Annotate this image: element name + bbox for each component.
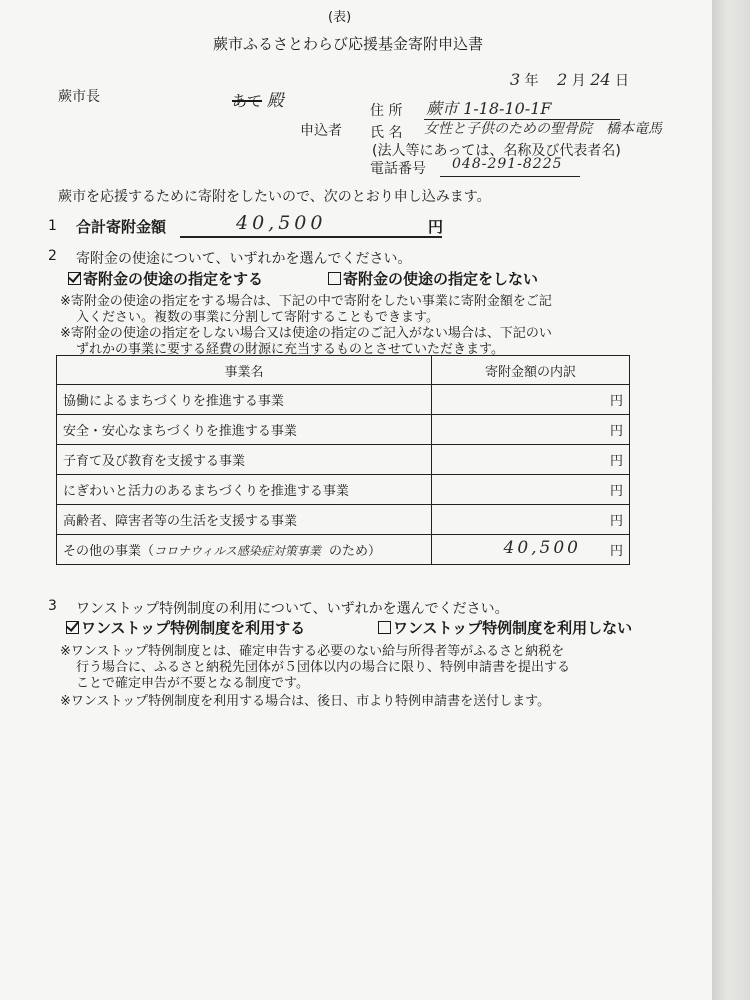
yen-mark: 円 — [609, 454, 623, 469]
onestop-use-label: ワンストップ特例制度を利用する — [81, 619, 306, 637]
option-designate[interactable] — [68, 268, 263, 289]
table-row — [57, 385, 630, 415]
project-amount-cell[interactable] — [432, 445, 630, 475]
section3-question: ワンストップ特例制度の利用について、いずれかを選んでください。 — [76, 601, 509, 617]
project-name: 協働によるまちづくりを推進する事業 — [57, 385, 432, 415]
address-label: 住 所 — [370, 103, 403, 119]
total-amount-underline — [180, 236, 442, 238]
addressee-honorific: 殿 — [266, 91, 284, 111]
applicant-label: 申込者 — [300, 123, 342, 139]
other-project-name[interactable] — [57, 535, 432, 565]
section1-number: 1 — [48, 218, 57, 234]
date-line — [510, 70, 629, 90]
section2-note2-line2: ずれかの事業に要する経費の財源に充当するものとさせていただきます。 — [76, 342, 504, 357]
date-day: 24 — [590, 70, 611, 89]
intro-text: 蕨市を応援するために寄附をしたいので、次のとおり申し込みます。 — [58, 189, 491, 205]
project-name: 子育て及び教育を支援する事業 — [57, 445, 432, 475]
table-row — [57, 505, 630, 535]
side-label: (表) — [328, 10, 352, 25]
other-prefix: その他の事業（ — [63, 544, 155, 559]
addressee-honorific-group — [232, 86, 284, 111]
addressee-struck: あて — [232, 92, 263, 110]
section1-label: 合計寄附金額 — [76, 218, 167, 236]
paper-edge — [712, 0, 750, 1000]
other-suffix: のため） — [328, 544, 381, 559]
date-month: 2 — [557, 70, 568, 89]
col-project-header: 事業名 — [57, 356, 432, 385]
project-amount-cell[interactable] — [432, 505, 630, 535]
date-year: 3 — [510, 70, 521, 89]
section2-number: 2 — [48, 248, 57, 264]
other-handwritten: コロナウィルス感染症対策事業 — [154, 544, 321, 558]
no-designate-label: 寄附金の使途の指定をしない — [343, 270, 539, 288]
total-amount-unit: 円 — [428, 218, 444, 236]
other-amount-cell[interactable] — [432, 535, 630, 565]
project-name: にぎわいと活力のあるまちづくりを推進する事業 — [57, 475, 432, 505]
yen-mark: 円 — [609, 394, 623, 409]
section2-note1-line2: 入ください。複数の事業に分割して寄附することもできます。 — [76, 310, 439, 325]
table-row — [57, 475, 630, 505]
total-amount: 40,500 — [236, 212, 327, 234]
name-label: 氏 名 — [370, 125, 403, 141]
addressee-label: 蕨市長 — [58, 89, 100, 105]
project-name: 安全・安心なまちづくりを推進する事業 — [57, 415, 432, 445]
address-value: 蕨市 1-18-10-1F — [426, 99, 552, 118]
date-year-unit: 年 — [524, 73, 539, 89]
project-name: 高齢者、障害者等の生活を支援する事業 — [57, 505, 432, 535]
form-title: 蕨市ふるさとわらび応援基金寄附申込書 — [213, 35, 484, 53]
no-designate-checkbox[interactable] — [328, 272, 341, 285]
designate-checkbox[interactable] — [68, 272, 81, 285]
section2-note1-line1: ※寄附金の使途の指定をする場合は、下記の中で寄附をしたい事業に寄附金額をご記 — [60, 294, 552, 309]
project-table — [56, 355, 630, 565]
yen-mark: 円 — [609, 484, 623, 499]
option-no-designate[interactable] — [328, 268, 538, 289]
corp-note: (法人等にあっては、名称及び代表者名) — [372, 143, 621, 159]
table-header-row — [57, 356, 630, 385]
yen-mark: 円 — [609, 544, 623, 559]
table-row — [57, 445, 630, 475]
project-amount-cell[interactable] — [432, 475, 630, 505]
date-month-unit: 月 — [571, 73, 586, 89]
section2-note2-line1: ※寄附金の使途の指定をしない場合又は使途の指定のご記入がない場合は、下記のい — [60, 326, 552, 341]
onestop-no-label: ワンストップ特例制度を利用しない — [393, 619, 633, 637]
other-amount: 40,500 — [503, 538, 581, 558]
phone-underline — [440, 176, 580, 177]
section2-question: 寄附金の使途について、いずれかを選んでください。 — [76, 251, 412, 267]
section3-note1-line1: ※ワンストップ特例制度とは、確定申告する必要のない給与所得者等がふるさと納税を — [60, 644, 565, 659]
phone-value: 048-291-8225 — [452, 156, 563, 172]
name-value: 女性と子供のための聖骨院 橋本竜馬 — [424, 121, 662, 137]
project-amount-cell[interactable] — [432, 385, 630, 415]
section3-number: 3 — [48, 598, 57, 614]
section3-note1-line2: 行う場合に、ふるさと納税先団体が５団体以内の場合に限り、特例申請書を提出する — [76, 660, 571, 675]
table-row-other — [57, 535, 630, 565]
yen-mark: 円 — [609, 514, 623, 529]
project-amount-cell[interactable] — [432, 415, 630, 445]
option-onestop-use[interactable] — [66, 617, 305, 638]
yen-mark: 円 — [609, 424, 623, 439]
option-onestop-no[interactable] — [378, 617, 632, 638]
section3-note2: ※ワンストップ特例制度を利用する場合は、後日、市より特例申請書を送付します。 — [60, 694, 551, 709]
onestop-use-checkbox[interactable] — [66, 621, 79, 634]
section3-note1-line3: ことで確定申告が不要となる制度です。 — [76, 676, 309, 691]
onestop-no-checkbox[interactable] — [378, 621, 391, 634]
designate-label: 寄附金の使途の指定をする — [83, 270, 264, 288]
col-amount-header: 寄附金額の内訳 — [432, 356, 630, 385]
table-row — [57, 415, 630, 445]
phone-label: 電話番号 — [370, 161, 426, 177]
date-day-unit: 日 — [615, 73, 629, 89]
